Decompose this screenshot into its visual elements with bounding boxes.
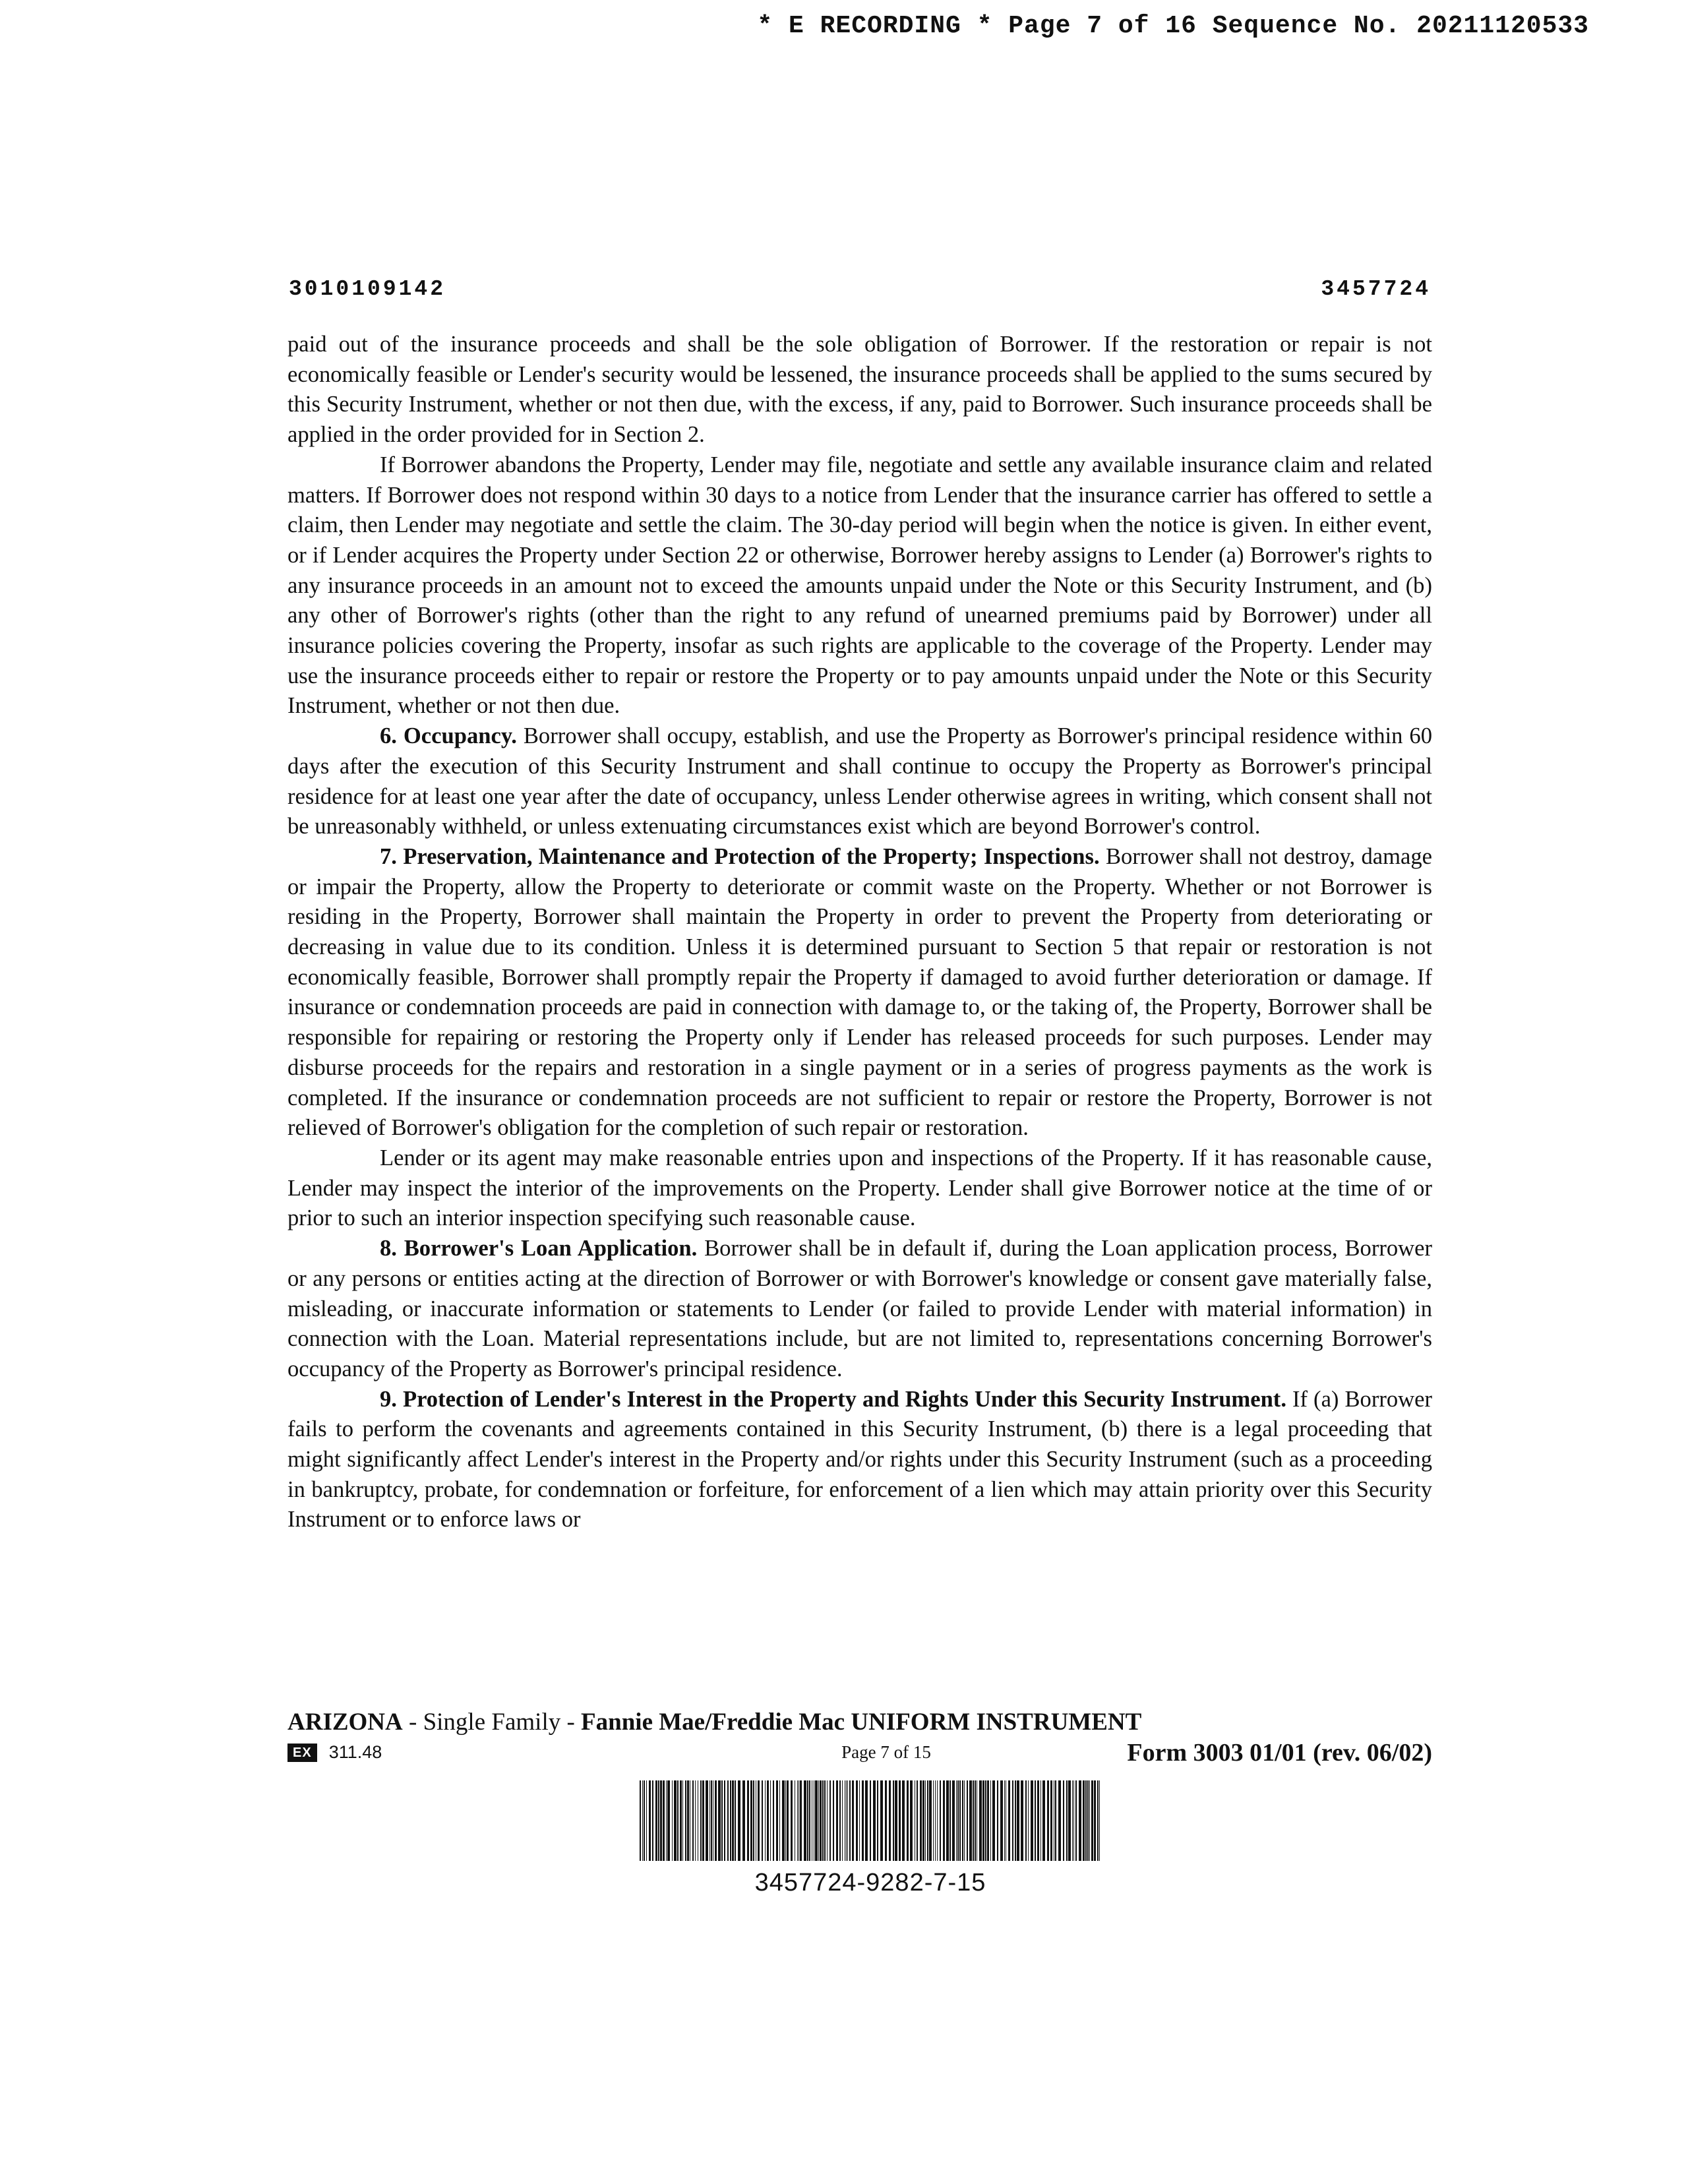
barcode-bar bbox=[791, 1780, 793, 1861]
barcode-bar bbox=[815, 1780, 818, 1861]
barcode-bar bbox=[1042, 1780, 1045, 1861]
barcode-bar bbox=[950, 1780, 951, 1861]
barcode-bar bbox=[920, 1780, 922, 1861]
barcode-bar bbox=[1015, 1780, 1016, 1861]
barcode-bar bbox=[937, 1780, 938, 1861]
barcode-bar bbox=[1079, 1780, 1081, 1861]
section-8-loan-application bbox=[287, 1234, 1432, 1385]
barcode-bar bbox=[685, 1780, 686, 1861]
barcode-bar bbox=[870, 1780, 871, 1861]
barcode-bar bbox=[839, 1780, 841, 1861]
barcode-bar bbox=[873, 1780, 876, 1861]
barcode-bar bbox=[1066, 1780, 1068, 1861]
document-body bbox=[287, 330, 1432, 1535]
barcode-bar bbox=[1037, 1780, 1039, 1861]
section-7-preservation bbox=[287, 842, 1432, 1143]
barcode-bar bbox=[985, 1780, 986, 1861]
barcode-bar bbox=[1040, 1780, 1041, 1861]
barcode-bar bbox=[889, 1780, 891, 1861]
barcode-bar bbox=[1075, 1780, 1077, 1861]
barcode-bar bbox=[687, 1780, 689, 1861]
barcode-bar bbox=[895, 1780, 897, 1861]
barcode-bar bbox=[952, 1780, 955, 1861]
barcode-bar bbox=[959, 1780, 961, 1861]
barcode-bar bbox=[842, 1780, 843, 1861]
barcode-bar bbox=[753, 1780, 754, 1861]
barcode-bar bbox=[1073, 1780, 1074, 1861]
barcode-bar bbox=[956, 1780, 957, 1861]
barcode-bar bbox=[862, 1780, 864, 1861]
barcode-bar bbox=[964, 1780, 965, 1861]
barcode-bar bbox=[785, 1780, 786, 1861]
barcode-bar bbox=[1012, 1780, 1013, 1861]
section-6-occupancy bbox=[287, 721, 1432, 842]
footer-separator: - Single Family - bbox=[402, 1709, 582, 1736]
document-ids-row bbox=[289, 277, 1431, 301]
barcode-bar bbox=[1017, 1780, 1019, 1861]
barcode-bar bbox=[1097, 1780, 1099, 1861]
barcode-bar bbox=[987, 1780, 989, 1861]
barcode-bar bbox=[1021, 1780, 1023, 1861]
section-7-text: Borrower shall not destroy, damage or impair the Property, allow the Property to deteriorate or commit waste on the Property. Whether or not Borrower is residing in the Property, Borrower shall maintain the Property in order to prevent the Property from deteriorating or decreasing in value due to its condition. Unless it is determined pursuant to Section 5 that repair or restoration is not economically feasible, Borrower shall promptly repair the Property if damaged to avoid further deterioration or damage. If insurance or condemnation proceeds are paid in connection with damage to, or the taking of, the Property, Borrower shall be responsible for repairing or restoring the Property only if Lender has released proceeds for such purposes. Lender may disburse proceeds for the repairs and restoration in a single payment or in a series of progress payments as the work is completed. If the insurance or condemnation proceeds are not sufficient to repair or restore the Property, Borrower is not relieved of Borrower's obligation for the completion of such repair or restoration. bbox=[287, 843, 1432, 1141]
barcode-bar bbox=[1099, 1780, 1100, 1861]
barcode-bar bbox=[773, 1780, 774, 1861]
barcode-bar bbox=[782, 1780, 785, 1861]
barcode-bar bbox=[827, 1780, 828, 1861]
footer-form-code: 311.48 bbox=[328, 1742, 382, 1762]
barcode-bar bbox=[644, 1780, 645, 1861]
barcode-bar bbox=[700, 1780, 702, 1861]
barcode-bar bbox=[750, 1780, 752, 1861]
barcode-bar bbox=[692, 1780, 694, 1861]
reference-number: 3457724 bbox=[1321, 277, 1431, 301]
footer-form-number: Form 3003 01/01 (rev. 06/02) bbox=[1127, 1739, 1432, 1767]
barcode-bar bbox=[1072, 1780, 1073, 1861]
barcode-image bbox=[640, 1780, 1101, 1861]
barcode-bar bbox=[640, 1780, 641, 1861]
barcode-bar bbox=[880, 1780, 883, 1861]
barcode-bar bbox=[907, 1780, 909, 1861]
barcode-bar bbox=[1035, 1780, 1036, 1861]
barcode-bar bbox=[770, 1780, 771, 1861]
barcode-bar bbox=[663, 1780, 665, 1861]
barcode-bar bbox=[776, 1780, 778, 1861]
barcode-bar bbox=[658, 1780, 659, 1861]
barcode-bar bbox=[856, 1780, 858, 1861]
barcode-bar bbox=[973, 1780, 974, 1861]
barcode-bar bbox=[822, 1780, 824, 1861]
barcode-bar bbox=[797, 1780, 798, 1861]
barcode-bar bbox=[1094, 1780, 1096, 1861]
barcode-bar bbox=[1025, 1780, 1027, 1861]
barcode-bar bbox=[767, 1780, 769, 1861]
barcode-bar bbox=[829, 1780, 831, 1861]
barcode-bar bbox=[917, 1780, 918, 1861]
barcode-block bbox=[640, 1780, 1101, 1897]
barcode-bar bbox=[992, 1780, 995, 1861]
section-6-text: Borrower shall occupy, establish, and use the Property as Borrower's principal residence within 60 days after the execution of this Security Instrument and shall continue to occupy the Property as Borrower's principal residence for at least one year after the date of occupancy, unless Lender otherwise agrees in writing, which consent shall not be unreasonably withheld, or unless extenuating circumstances exist which are beyond Borrower's control. bbox=[287, 723, 1432, 839]
barcode-bar bbox=[1083, 1780, 1085, 1861]
barcode-bar bbox=[709, 1780, 710, 1861]
barcode-bar bbox=[846, 1780, 847, 1861]
footer-agency: Fannie Mae/Freddie Mac UNIFORM INSTRUMENT bbox=[581, 1709, 1142, 1736]
barcode-bar bbox=[946, 1780, 949, 1861]
barcode-bar bbox=[695, 1780, 696, 1861]
barcode-bar bbox=[711, 1780, 712, 1861]
barcode-bar bbox=[820, 1780, 822, 1861]
barcode-bar bbox=[877, 1780, 878, 1861]
barcode-bar bbox=[1028, 1780, 1029, 1861]
barcode-bar bbox=[730, 1780, 731, 1861]
barcode-bar bbox=[1063, 1780, 1064, 1861]
barcode-bar bbox=[1004, 1780, 1005, 1861]
barcode-bar bbox=[735, 1780, 736, 1861]
barcode-bar bbox=[674, 1780, 677, 1861]
barcode-bar bbox=[927, 1780, 928, 1861]
barcode-bar bbox=[833, 1780, 834, 1861]
barcode-bar bbox=[804, 1780, 806, 1861]
barcode-number: 3457724-9282-7-15 bbox=[754, 1869, 986, 1896]
ex-logo: EX bbox=[287, 1744, 317, 1762]
barcode-bar bbox=[652, 1780, 653, 1861]
barcode-bar bbox=[807, 1780, 808, 1861]
paragraph-inspections: Lender or its agent may make reasonable entries upon and inspections of the Property. If it has reasonable cause, Lender may inspect the interior of the improvements on the Property. Lender shall give Borrower notice at the time of or prior to such an interior inspection specifying such reasonable cause. bbox=[287, 1145, 1432, 1231]
barcode-bar bbox=[969, 1780, 972, 1861]
barcode-bar bbox=[680, 1780, 682, 1861]
barcode-bar bbox=[718, 1780, 721, 1861]
barcode-bar bbox=[849, 1780, 851, 1861]
barcode-bar bbox=[655, 1780, 657, 1861]
barcode-bar bbox=[859, 1780, 860, 1861]
barcode-bar bbox=[758, 1780, 760, 1861]
barcode-bar bbox=[809, 1780, 810, 1861]
barcode-bar bbox=[1091, 1780, 1093, 1861]
barcode-bar bbox=[1031, 1780, 1033, 1861]
footer-row bbox=[287, 1738, 1432, 1769]
barcode-bar bbox=[962, 1780, 963, 1861]
barcode-bar bbox=[765, 1780, 766, 1861]
barcode-bar bbox=[660, 1780, 662, 1861]
barcode-bar bbox=[933, 1780, 934, 1861]
barcode-bar bbox=[787, 1780, 789, 1861]
barcode-bar bbox=[672, 1780, 673, 1861]
barcode-bar bbox=[677, 1780, 678, 1861]
barcode-bar bbox=[1087, 1780, 1089, 1861]
barcode-bar bbox=[747, 1780, 749, 1861]
barcode-bar bbox=[1047, 1780, 1049, 1861]
section-7-heading: 7. Preservation, Maintenance and Protection of the Property; Inspections. bbox=[380, 843, 1100, 869]
barcode-bar bbox=[935, 1780, 936, 1861]
barcode-bar bbox=[824, 1780, 826, 1861]
section-8-text: Borrower shall be in default if, during the Loan application process, Borrower or any persons or entities acting at the direction of Borrower or with Borrower's knowledge or consent gave materially false, misleading, or inaccurate information or statements to Lender (or failed to provide Lender with material information) in connection with the Loan. Material representations include, but are not limited to, representations concerning Borrower's occupancy of the Property as Borrower's principal residence. bbox=[287, 1236, 1432, 1381]
barcode-bar bbox=[910, 1780, 913, 1861]
barcode-bar bbox=[800, 1780, 802, 1861]
barcode-bar bbox=[899, 1780, 901, 1861]
barcode-bar bbox=[682, 1780, 683, 1861]
paragraph-abandonment: If Borrower abandons the Property, Lender may file, negotiate and settle any available insurance claim and related matters. If Borrower does not respond within 30 days to a notice from Lender that the insurance carrier has offered to settle a claim, then Lender may negotiate and settle the claim. The 30-day period will begin when the notice is given. In either event, or if Lender acquires the Property under Section 22 or otherwise, Borrower hereby assigns to Lender (a) Borrower's rights to any insurance proceeds in an amount not to exceed the amounts unpaid under the Note or this Security Instrument, and (b) any other of Borrower's rights (other than the right to any refund of unearned premiums paid by Borrower) under all insurance policies covering the Property, insofar as such rights are applicable to the coverage of the Property. Lender may use the insurance proceeds either to repair or restore the Property or to pay amounts unpaid under the Note or this Security Instrument, whether or not then due. bbox=[287, 452, 1432, 719]
section-9-heading: 9. Protection of Lender's Interest in the Property and Rights Under this Security Instrument. bbox=[380, 1386, 1286, 1412]
barcode-bar bbox=[721, 1780, 723, 1861]
barcode-bar bbox=[990, 1780, 991, 1861]
barcode-bar bbox=[762, 1780, 763, 1861]
barcode-bar bbox=[1055, 1780, 1056, 1861]
section-8-heading: 8. Borrower's Loan Application. bbox=[380, 1236, 698, 1261]
barcode-bar bbox=[1000, 1780, 1003, 1861]
barcode-bar bbox=[1089, 1780, 1090, 1861]
barcode-bar bbox=[865, 1780, 868, 1861]
loan-number: 3010109142 bbox=[289, 277, 446, 301]
section-9-protection bbox=[287, 1385, 1432, 1536]
barcode-bar bbox=[940, 1780, 941, 1861]
barcode-bar bbox=[967, 1780, 968, 1861]
barcode-bar bbox=[702, 1780, 704, 1861]
barcode-bar bbox=[646, 1780, 647, 1861]
barcode-bar bbox=[732, 1780, 734, 1861]
footer-title bbox=[287, 1708, 1432, 1737]
barcode-bar bbox=[902, 1780, 905, 1861]
barcode-bar bbox=[818, 1780, 819, 1861]
barcode-bar bbox=[982, 1780, 984, 1861]
barcode-bar bbox=[724, 1780, 725, 1861]
barcode-bar bbox=[666, 1780, 667, 1861]
barcode-bar bbox=[957, 1780, 959, 1861]
barcode-bar bbox=[667, 1780, 670, 1861]
section-6-heading: 6. Occupancy. bbox=[380, 723, 517, 749]
barcode-bar bbox=[922, 1780, 924, 1861]
barcode-bar bbox=[738, 1780, 740, 1861]
barcode-bar bbox=[929, 1780, 932, 1861]
barcode-bar bbox=[1085, 1780, 1087, 1861]
recording-header: * E RECORDING * Page 7 of 16 Sequence No. 20211120533 bbox=[757, 12, 1589, 40]
barcode-bar bbox=[885, 1780, 887, 1861]
paragraph-insurance-proceeds: paid out of the insurance proceeds and shall be the sole obligation of Borrower. If the restoration or repair is not economically feasible or Lender's security would be lessened, the insurance proceeds shall be applied to the sums secured by this Security Instrument, whether or not then due, with the excess, if any, paid to Borrower. Such insurance proceeds shall be applied in the order provided for in Section 2. bbox=[287, 332, 1432, 448]
barcode-bar bbox=[1058, 1780, 1061, 1861]
footer-page-label: Page 7 of 15 bbox=[841, 1742, 931, 1762]
barcode-bar bbox=[649, 1780, 651, 1861]
barcode-bar bbox=[852, 1780, 854, 1861]
barcode-bar bbox=[715, 1780, 717, 1861]
barcode-bar bbox=[943, 1780, 945, 1861]
barcode-bar bbox=[1008, 1780, 1010, 1861]
section-9-text: If (a) Borrower fails to perform the covenants and agreements contained in this Security Instrument, (b) there is a legal proceeding that might significantly affect Lender's interest in the Property and/or rights under this Security Instrument (such as a proceeding in bankruptcy, probate, for condemnation or forfeiture, for enforcement of a lien which may attain priority over this Security Instrument or to enforce laws or bbox=[287, 1386, 1432, 1532]
barcode-bar bbox=[997, 1780, 998, 1861]
barcode-bar bbox=[742, 1780, 745, 1861]
barcode-bar bbox=[706, 1780, 708, 1861]
footer-state: ARIZONA bbox=[287, 1709, 403, 1736]
barcode-bar bbox=[642, 1780, 643, 1861]
barcode-bar bbox=[925, 1780, 926, 1861]
barcode-bar bbox=[1050, 1780, 1052, 1861]
barcode-bar bbox=[847, 1780, 848, 1861]
document-footer bbox=[287, 1708, 1432, 1769]
barcode-bar bbox=[893, 1780, 894, 1861]
barcode-bar bbox=[779, 1780, 780, 1861]
barcode-bar bbox=[727, 1780, 729, 1861]
barcode-bar bbox=[1068, 1780, 1071, 1861]
barcode-bar bbox=[979, 1780, 982, 1861]
barcode-bar bbox=[975, 1780, 976, 1861]
barcode-bar bbox=[836, 1780, 838, 1861]
